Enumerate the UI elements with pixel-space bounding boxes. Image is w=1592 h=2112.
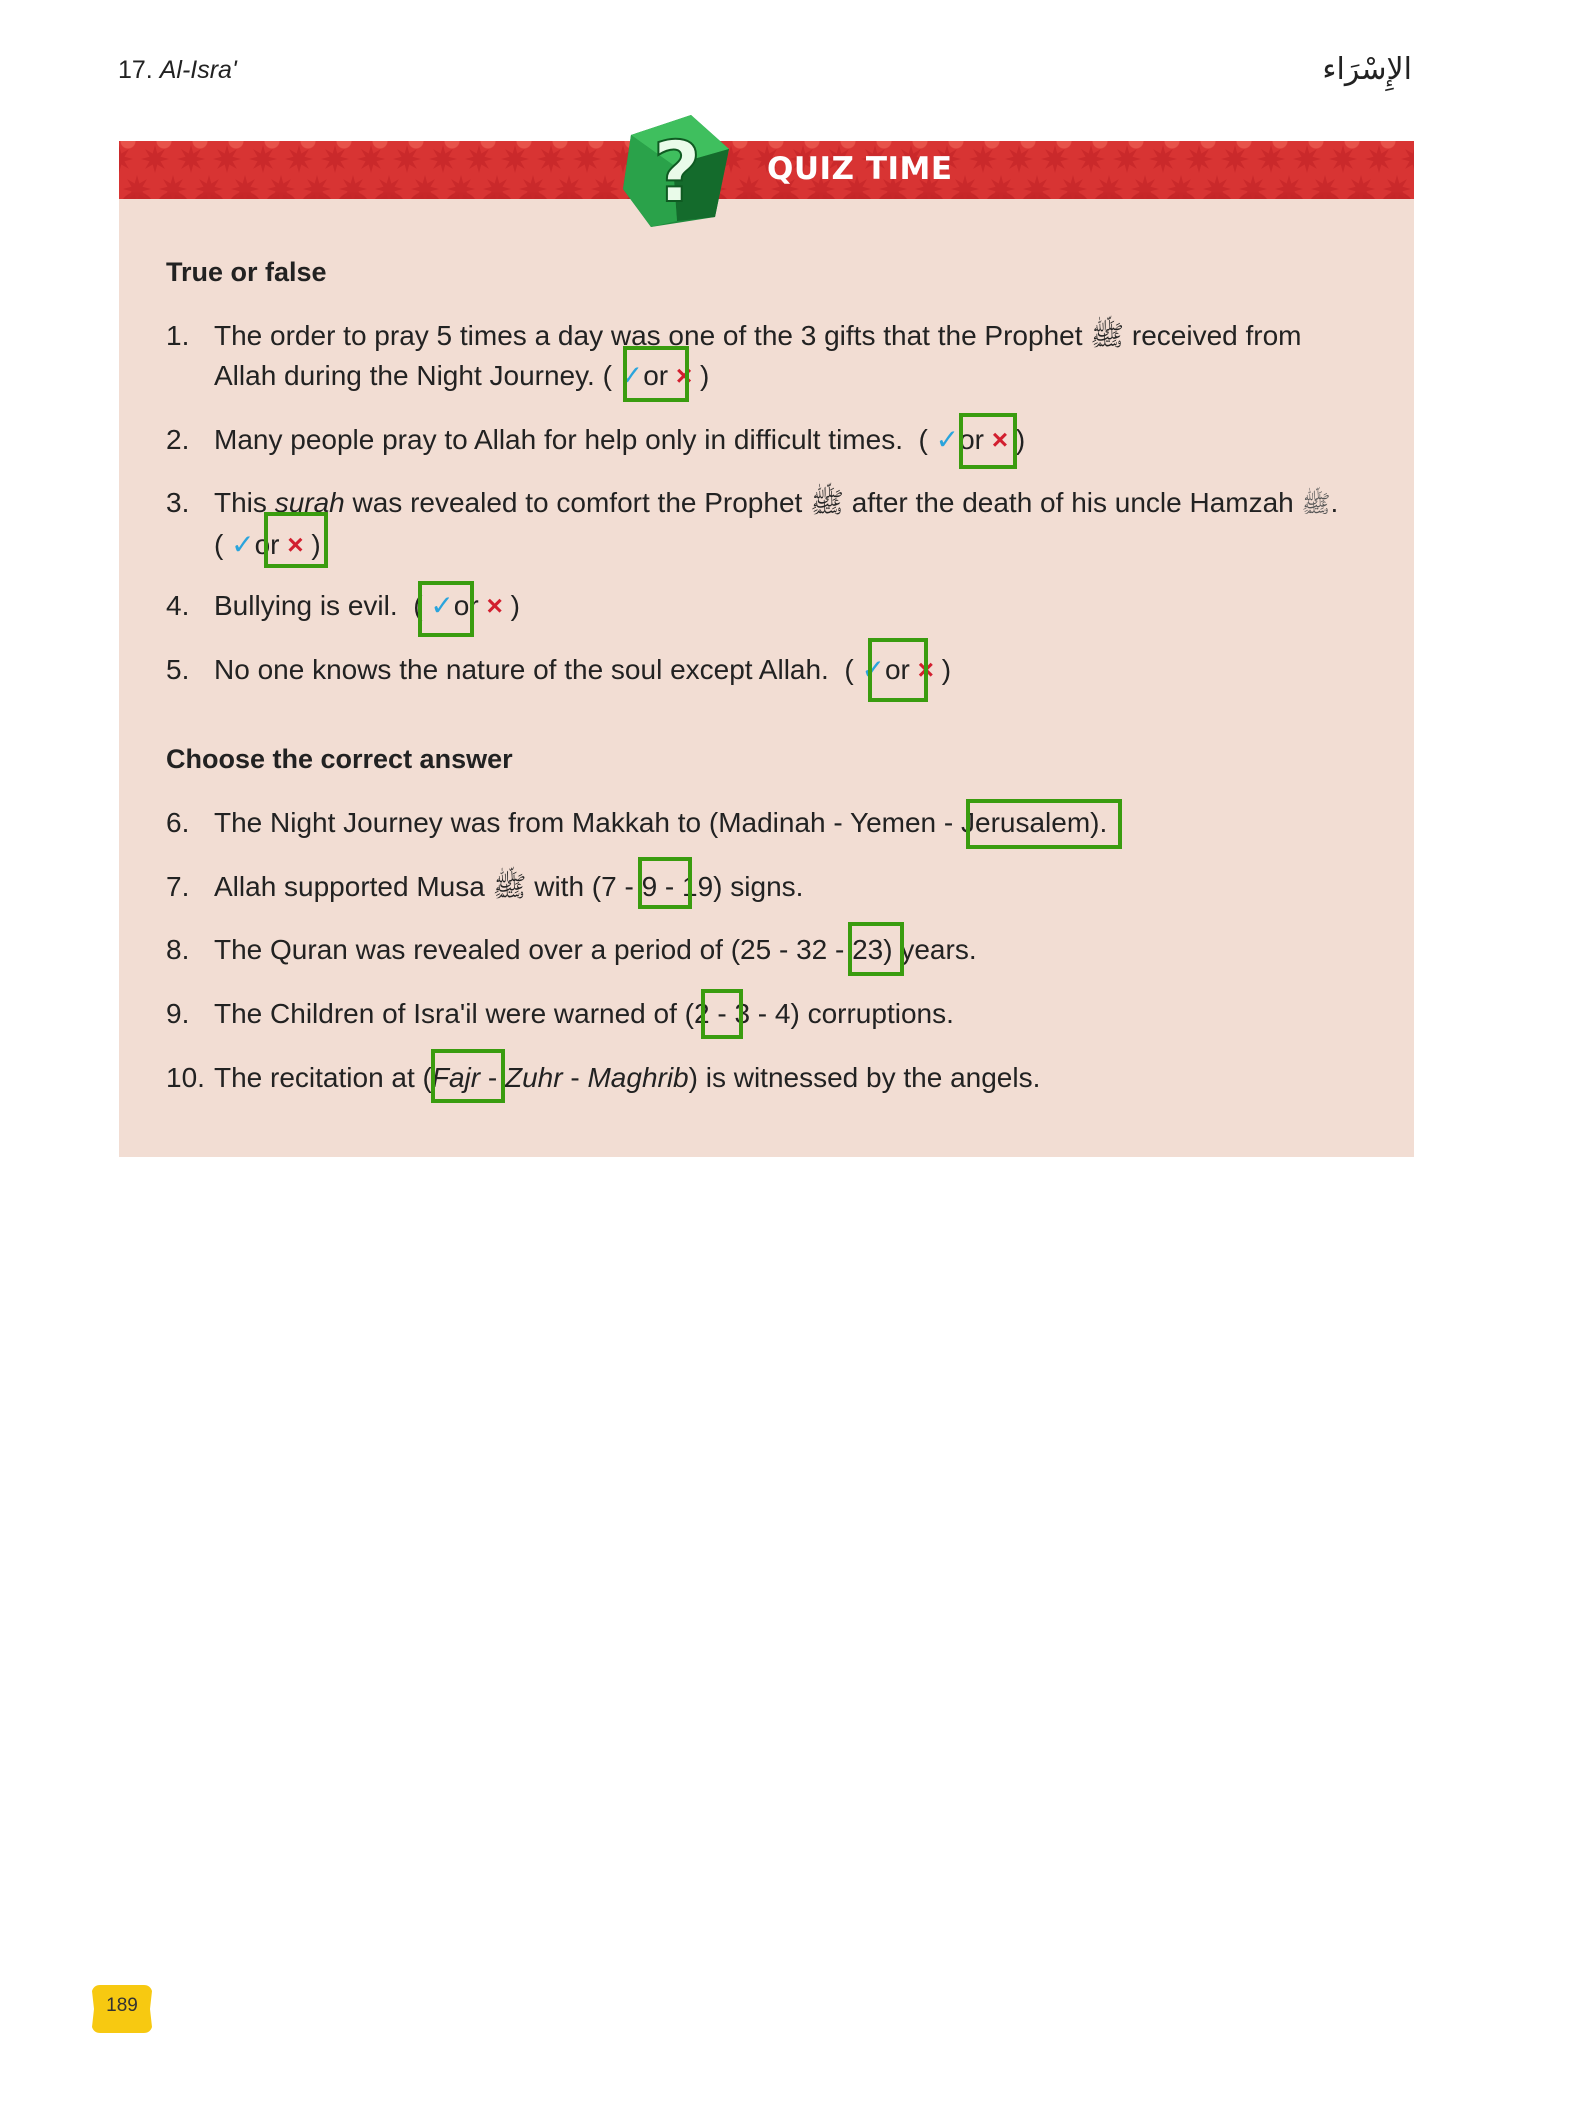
banner-star-shape: [1167, 175, 1195, 199]
question-6: [166, 803, 1376, 843]
option-fajr: Fajr: [431, 1062, 481, 1093]
banner-star-shape: [1275, 175, 1303, 199]
quiz-banner: [119, 141, 1414, 199]
banner-star-shape: [447, 175, 475, 199]
question-10: [166, 1058, 1376, 1098]
question-text-part: The recitation at (: [214, 1062, 432, 1093]
question-2: 2. Many people pray to Allah for help only in difficult times. ( ✓or × ): [166, 420, 1376, 460]
banner-star-shape: [1023, 175, 1051, 199]
banner-star-shape: [573, 145, 601, 173]
banner-star-shape: [555, 175, 583, 199]
banner-star-shape: [1185, 145, 1213, 173]
separator: -: [562, 1062, 588, 1093]
question-text-end: .: [1330, 487, 1339, 518]
answer-highlight: [638, 857, 692, 909]
banner-star-shape: [1311, 175, 1339, 199]
banner-star-shape: [159, 175, 187, 199]
tick-option[interactable]: ✓: [861, 654, 885, 685]
question-3: 3. This surah was revealed to comfort the Prophet ﷺ after the death of his uncle Hamzah ﷺ. ( ✓or × ): [166, 483, 1376, 563]
section-heading-choose-answer: Choose the correct answer: [166, 744, 513, 774]
banner-star-shape: [1221, 145, 1249, 173]
answer-highlight: [966, 799, 1122, 849]
question-1: 1. The order to pray 5 times a day was one of the 3 gifts that the Prophet ﷺ received from Allah during the Night Journey. ( ✓or × ): [166, 316, 1376, 396]
banner-star-shape: [1059, 175, 1087, 199]
question-number: 3.: [166, 487, 190, 518]
or-text: or: [453, 590, 479, 621]
answer-highlight: [418, 581, 474, 637]
question-number: 9.: [166, 998, 190, 1029]
tick-option[interactable]: ✓: [619, 360, 644, 391]
banner-star-shape: [1239, 175, 1267, 199]
cross-option[interactable]: ×: [675, 360, 693, 391]
question-text-italic: surah: [274, 487, 345, 518]
or-text: or: [884, 654, 910, 685]
question-number: 1.: [166, 320, 190, 351]
question-text: Bullying is evil.: [214, 590, 398, 621]
banner-star-shape: [177, 145, 205, 173]
question-number: 5.: [166, 654, 190, 685]
banner-star-shape: [249, 145, 277, 173]
banner-star-shape: [1041, 145, 1069, 173]
chapter-name: Al-Isra': [159, 56, 237, 84]
banner-star-shape: [1077, 145, 1105, 173]
question-number: 2.: [166, 424, 190, 455]
banner-star-shape: [1401, 145, 1414, 173]
option-maghrib: Maghrib: [587, 1062, 689, 1093]
banner-star-shape: [969, 145, 997, 173]
honorific-glyph: ﷺ: [1301, 491, 1331, 518]
answer-highlight: [431, 1049, 505, 1103]
banner-star-shape: [1203, 175, 1231, 199]
question-5: 5. No one knows the nature of the soul except Allah. ( ✓or × ): [166, 650, 1376, 690]
banner-star-shape: [519, 175, 547, 199]
banner-star-shape: [141, 145, 169, 173]
question-text-part: This: [214, 487, 275, 518]
banner-star-shape: [483, 175, 511, 199]
separator: -: [480, 1062, 505, 1093]
banner-star-shape: [501, 145, 529, 173]
question-text: The Night Journey was from Makkah to (Madinah - Yemen - Jerusalem).: [214, 807, 1108, 838]
banner-star-shape: [339, 175, 367, 199]
banner-star-shape: [123, 175, 151, 199]
answer-highlight: [701, 989, 743, 1039]
banner-star-shape: [987, 175, 1015, 199]
question-number: 7.: [166, 871, 190, 902]
or-text: or: [959, 424, 985, 455]
banner-star-shape: [1095, 175, 1123, 199]
banner-star-shape: [213, 145, 241, 173]
banner-star-shape: [393, 145, 421, 173]
banner-star-shape: [1293, 145, 1321, 173]
question-9: [166, 994, 1376, 1034]
chapter-title: [118, 56, 237, 85]
question-text-line2: Allah during the Night Journey.: [214, 360, 595, 391]
answer-highlight: [868, 638, 928, 702]
question-text: Many people pray to Allah for help only in difficult times.: [214, 424, 903, 455]
cross-option[interactable]: ×: [991, 424, 1009, 455]
question-7: [166, 867, 1376, 907]
question-text: No one knows the nature of the soul except Allah.: [214, 654, 829, 685]
cross-option[interactable]: ×: [287, 529, 304, 560]
banner-star-shape: [1257, 145, 1285, 173]
banner-star-shape: [231, 175, 259, 199]
question-text: The Quran was revealed over a period of (25 - 32 - 23) years.: [214, 934, 977, 965]
question-number: 8.: [166, 934, 190, 965]
cross-option[interactable]: ×: [917, 654, 935, 685]
question-4: 4. Bullying is evil. ( ✓or × ): [166, 586, 1376, 626]
question-number: 6.: [166, 807, 190, 838]
banner-star-shape: [951, 175, 979, 199]
question-8: [166, 930, 1376, 970]
quiz-title: QUIZ TIME: [767, 151, 953, 187]
option-zuhr: Zuhr: [505, 1062, 563, 1093]
arabic-chapter-title: الإِسْرَاء: [1322, 52, 1412, 87]
banner-star-shape: [303, 175, 331, 199]
banner-star-shape: [537, 145, 565, 173]
banner-star-shape: [375, 175, 403, 199]
question-number: 4.: [166, 590, 190, 621]
cross-option[interactable]: ×: [486, 590, 503, 621]
banner-star-shape: [195, 175, 223, 199]
banner-star-shape: [1149, 145, 1177, 173]
banner-star-shape: [1347, 175, 1375, 199]
banner-star-shape: [119, 145, 133, 173]
tick-option[interactable]: ✓: [430, 590, 454, 621]
banner-star-shape: [591, 175, 619, 199]
banner-star-shape: [1365, 145, 1393, 173]
question-text: Allah supported Musa ﷺ with (7 - 9 - 19) signs.: [214, 871, 804, 902]
banner-star-shape: [285, 145, 313, 173]
banner-star-shape: [1131, 175, 1159, 199]
chapter-number: 17.: [118, 56, 153, 84]
banner-star-shape: [267, 175, 295, 199]
question-text-part: was revealed to comfort the Prophet ﷺ after the death of his uncle Hamzah: [344, 487, 1302, 518]
tick-option[interactable]: ✓: [935, 424, 960, 455]
page-number: 189: [106, 1995, 138, 2016]
banner-star-shape: [411, 175, 439, 199]
or-text: or: [254, 529, 280, 560]
question-text-part: ) is witnessed by the angels.: [688, 1062, 1041, 1093]
question-text: The Children of Isra'il were warned of (2 - 3 - 4) corruptions.: [214, 998, 954, 1029]
svg-text:?: ?: [652, 123, 702, 221]
or-text: or: [643, 360, 669, 391]
banner-star-shape: [321, 145, 349, 173]
answer-highlight: [848, 922, 904, 976]
banner-star-shape: [1383, 175, 1411, 199]
banner-star-shape: [429, 145, 457, 173]
answer-highlight: [623, 346, 689, 402]
banner-star-shape: [357, 145, 385, 173]
question-mark-cube-icon: [617, 109, 741, 233]
banner-star-shape: [465, 145, 493, 173]
tick-option[interactable]: ✓: [231, 529, 255, 560]
question-text-line1: The order to pray 5 times a day was one of the 3 gifts that the Prophet ﷺ received from: [214, 320, 1302, 351]
section-heading-true-false: True or false: [166, 257, 327, 287]
question-number: 10.: [166, 1062, 205, 1093]
answer-highlight: [959, 413, 1017, 469]
banner-star-shape: [1113, 145, 1141, 173]
banner-star-shape: [1329, 145, 1357, 173]
banner-star-shape: [1005, 145, 1033, 173]
answer-highlight: [264, 512, 328, 568]
